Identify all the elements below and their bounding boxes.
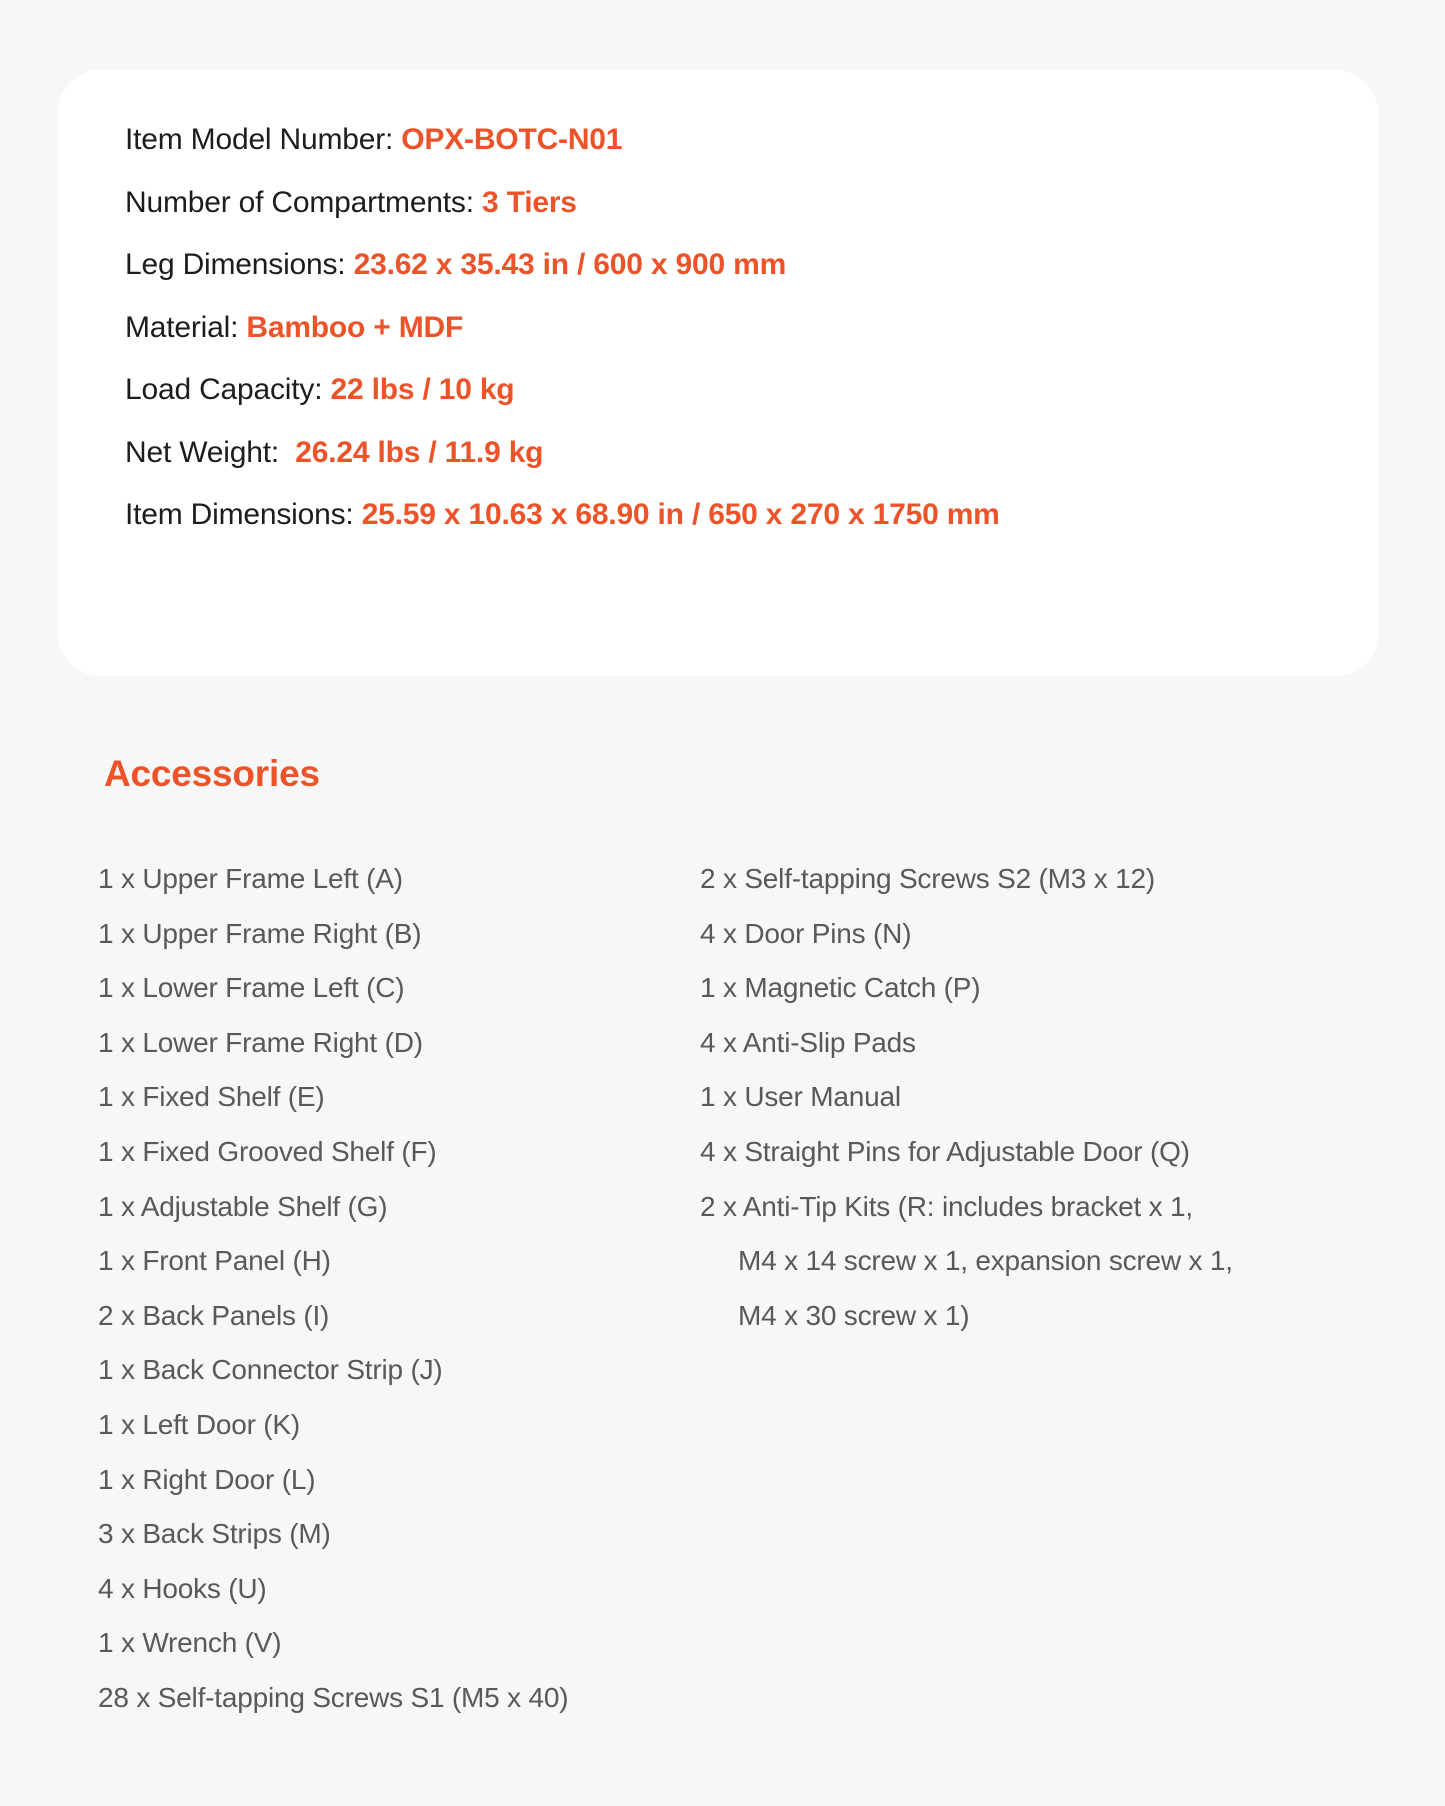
spec-label: Item Dimensions: [125, 498, 362, 531]
accessory-item: 1 x Upper Frame Left (A) [98, 863, 403, 894]
spec-label: Load Capacity: [125, 373, 331, 406]
accessories-column-right [700, 852, 1445, 1726]
accessory-item: 1 x Fixed Shelf (E) [98, 1081, 325, 1113]
accessory-item: 1 x Lower Frame Right (D) [98, 1026, 423, 1058]
accessory-item: 1 x Wrench (V) [98, 1627, 282, 1659]
accessory-item: 1 x Fixed Grooved Shelf (F) [98, 1135, 437, 1167]
spec-label: Net Weight: [125, 435, 296, 469]
accessory-item: 1 x Magnetic Catch (P) [700, 972, 981, 1004]
spec-value: 22 lbs / 10 kg [330, 373, 515, 406]
spec-row-net-weight [125, 422, 1338, 485]
spec-label: Material: [125, 310, 247, 344]
accessory-item: 4 x Anti-Slip Pads [700, 1026, 916, 1058]
accessory-item: 2 x Anti-Tip Kits (R: includes bracket x 1, [700, 1190, 1193, 1222]
accessory-item: 1 x Lower Frame Left (C) [98, 972, 405, 1004]
accessory-item: 1 x Adjustable Shelf (G) [98, 1190, 388, 1222]
accessory-item: 28 x Self-tapping Screws S1 (M5 x 40) [98, 1681, 569, 1713]
spec-value: 23.62 x 35.43 in / 600 x 900 mm [353, 248, 787, 281]
spec-value: Bamboo + MDF [246, 310, 464, 344]
spec-value: 26.24 lbs / 11.9 kg [295, 435, 544, 469]
accessory-item: 4 x Door Pins (N) [700, 917, 912, 949]
accessory-item: 1 x Back Connector Strip (J) [98, 1354, 443, 1386]
spec-row-model-number [125, 109, 1338, 172]
accessories-section [98, 752, 1445, 1726]
accessory-item-continuation: M4 x 30 screw x 1) [738, 1299, 970, 1331]
spec-row-item-dimensions [125, 484, 1338, 547]
accessory-item: 1 x User Manual [700, 1081, 901, 1113]
spec-label: Item Model Number: [125, 123, 402, 156]
accessories-column-left [98, 852, 700, 1726]
accessory-item: 3 x Back Strips (M) [98, 1518, 331, 1550]
spec-label: Number of Compartments: [125, 185, 482, 219]
accessory-item: 1 x Left Door (K) [98, 1408, 301, 1440]
accessory-item: 2 x Self-tapping Screws S2 (M3 x 12) [700, 863, 1155, 894]
spec-row-material [125, 297, 1338, 360]
accessory-item: 1 x Upper Frame Right (B) [98, 917, 422, 949]
accessory-item: 4 x Hooks (U) [98, 1572, 267, 1604]
spec-value: 3 Tiers [482, 185, 577, 219]
spec-value: OPX-BOTC-N01 [401, 123, 623, 156]
spec-row-load-capacity [125, 359, 1338, 422]
accessories-columns [98, 852, 1445, 1726]
spec-value: 25.59 x 10.63 x 68.90 in / 650 x 270 x 1750 mm [361, 498, 1000, 531]
accessory-item: 1 x Right Door (L) [98, 1463, 316, 1495]
spec-row-compartments [125, 172, 1338, 235]
accessory-item: 1 x Front Panel (H) [98, 1245, 331, 1277]
accessories-heading: Accessories [104, 753, 320, 794]
accessory-item: 4 x Straight Pins for Adjustable Door (Q) [700, 1135, 1190, 1167]
spec-row-leg-dimensions [125, 234, 1338, 297]
accessory-item: 2 x Back Panels (I) [98, 1299, 330, 1331]
accessory-item-continuation: M4 x 14 screw x 1, expansion screw x 1, [738, 1245, 1233, 1277]
spec-label: Leg Dimensions: [125, 248, 354, 281]
spec-card [58, 70, 1378, 676]
